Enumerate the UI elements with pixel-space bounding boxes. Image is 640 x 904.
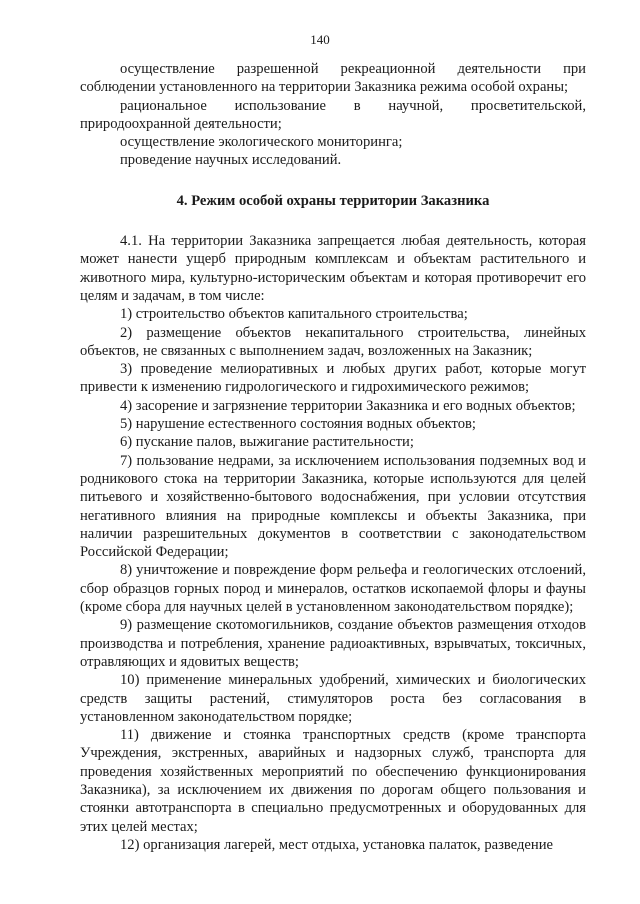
intro-paragraph-2: рациональное использование в научной, просветительской, природоохранной деятельности;	[80, 97, 586, 132]
section-heading: 4. Режим особой охраны территории Заказника	[176, 192, 490, 209]
list-item-10: 10) применение минеральных удобрений, химических и биологических средств защиты растений, стимуляторов роста без согласования в установленном законодательством порядке;	[80, 672, 586, 725]
list-item-9: 9) размещение скотомогильников, создание объектов размещения отходов производства и потребления, хранение радиоактивных, взрывчатых, токсичных, отравляющих и ядовитых веществ;	[80, 617, 586, 670]
list-item-6: 6) пускание палов, выжигание растительности;	[120, 434, 414, 451]
list-item-7: 7) пользование недрами, за исключением использования подземных вод и родникового стока на территории Заказника, которые используются для целей питьевого и хозяйственно-бытового водоснабжения, при условии отсутствия негативного влияния на природные комплексы и объекты Заказника, при наличии разрешительных документов в соответствии с законодательством Российской Федерации;	[80, 452, 586, 561]
list-item-12: 12) организация лагерей, мест отдыха, установка палаток, разведение	[120, 836, 553, 853]
document-body	[80, 60, 586, 854]
page-number: 140	[310, 32, 330, 47]
list-item-5: 5) нарушение естественного состояния водных объектов;	[120, 416, 476, 433]
list-item-4: 4) засорение и загрязнение территории Заказника и его водных объектов;	[120, 397, 576, 414]
list-item-8: 8) уничтожение и повреждение форм рельефа и геологических отслоений, сбор образцов горных пород и минералов, остатков ископаемой флоры и фауны (кроме сбора для научных целей в установленном законодательством порядке);	[80, 562, 586, 616]
intro-paragraph-1: осуществление разрешенной рекреационной деятельности при соблюдении установленного на территории Заказника режима особой охраны;	[80, 61, 586, 96]
intro-paragraph-4: проведение научных исследований.	[120, 152, 342, 169]
list-item-2: 2) размещение объектов некапитального строительства, линейных объектов, не связанных с выполнением задач, возложенных на Заказник;	[80, 324, 586, 359]
intro-paragraph-3: осуществление экологического мониторинга;	[120, 134, 403, 151]
list-item-1: 1) строительство объектов капитального строительства;	[120, 306, 468, 323]
list-item-3: 3) проведение мелиоративных и любых других работ, которые могут привести к изменению гидрологического и гидрохимического режимов;	[80, 361, 586, 396]
section-paragraph-4-1: 4.1. На территории Заказника запрещается любая деятельность, которая может нанести ущерб природным комплексам и объектам растительного и животного мира, культурно-историческим объектам и которая противоречит его целям и задачам, в том числе:	[80, 233, 586, 304]
list-item-11: 11) движение и стоянка транспортных средств (кроме транспорта Учреждения, экстренных, аварийных и надзорных служб, транспорта для проведения хозяйственных мероприятий по обеспечению функционирования Заказника), за исключением их движения по дорогам общего пользования и стоянки автотранспорта в специально предусмотренных и оборудованных для этих целей местах;	[80, 727, 586, 835]
